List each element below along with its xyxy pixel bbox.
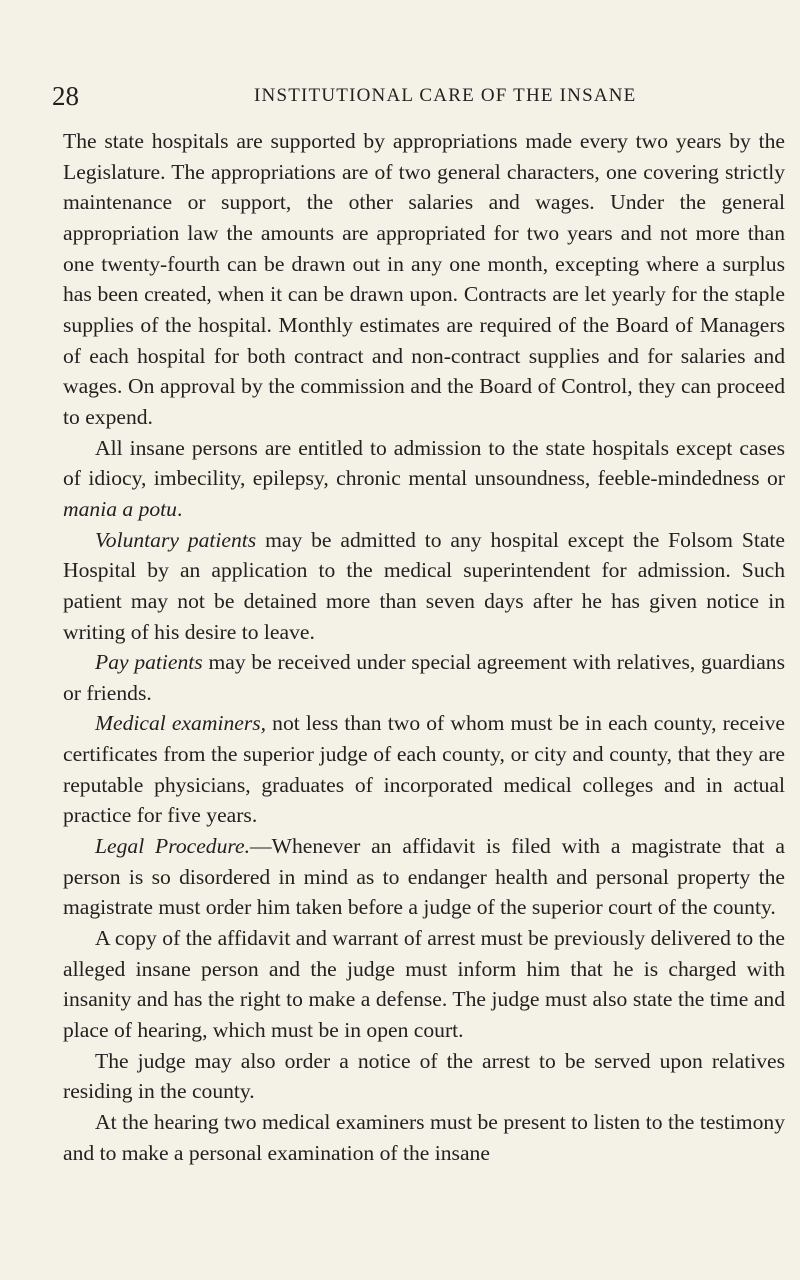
paragraph-legal-procedure	[63, 831, 785, 923]
italic-term: Legal Procedure.	[95, 834, 250, 859]
italic-term: Medical examiners,	[95, 711, 267, 736]
paragraph-text: At the hearing two medical examiners must be present to listen to the testimony and to make a personal examination of the insane	[63, 1110, 785, 1165]
body-text	[63, 126, 785, 1168]
paragraph-text: may be received under special agreement with relatives, guardians or friends.	[63, 650, 785, 705]
italic-term: mania a potu	[63, 496, 177, 521]
paragraph-text: may be admitted to any hospital except the Folsom State Hospital by an application to the medical superintendent for admission. Such patient may not be detained more than seven days after he has given notice in writing of his desire to leave.	[63, 527, 785, 644]
paragraph-notice	[63, 1046, 785, 1107]
paragraph-text: The judge may also order a notice of the arrest to be served upon relatives residing in the county.	[63, 1048, 785, 1104]
running-header	[52, 78, 752, 114]
italic-term: Pay patients	[95, 650, 203, 675]
italic-term: Voluntary patients	[95, 527, 257, 552]
paragraph-lead: All insane persons are entitled to admission to the state hospitals except cases of idiocy, imbecility, epilepsy, chronic mental unsoundness, feeble-mindedness or	[63, 435, 785, 491]
paragraph-affidavit-copy	[63, 923, 785, 1046]
paragraph-text: not less than two of whom must be in each county, receive certificates from the superior judge of each county, or city and county, that they are reputable physicians, graduates of incorporated medical colleges and in actual practice for five years.	[63, 711, 785, 828]
paragraph-text: —Whenever an affidavit is filed with a magistrate that a person is so disordered in mind as to endanger health and personal property the magistrate must order him taken before a judge of the superior court of the county.	[63, 834, 785, 920]
paragraph-medical-examiners	[63, 708, 785, 831]
chapter-title: INSTITUTIONAL CARE OF THE INSANE	[254, 85, 637, 106]
paragraph-text: A copy of the affidavit and warrant of arrest must be previously delivered to the alleged insane person and the judge must inform him that he is charged with insanity and has the right to make a defense. The judge must also state the time and place of hearing, which must be in open court.	[63, 926, 785, 1043]
paragraph-admission	[63, 433, 785, 525]
paragraph-hearing	[63, 1107, 785, 1168]
paragraph-text: The state hospitals are supported by appropriations made every two years by the Legislature. The appropriations are of two general characters, one covering strictly maintenance or support, the other salaries and wages. Under the general appropriation law the amounts are appropriated for two years and not more than one twenty-fourth can be drawn out in any one month, excepting where a surplus has been created, when it can be drawn upon. Contracts are let yearly for the staple supplies of the hospital. Monthly estimates are required of the Board of Managers of each hospital for both contract and non-contract supplies and for salaries and wages. On approval by the commission and the Board of Control, they can proceed to expend.	[63, 129, 785, 429]
page-number: 28	[52, 81, 79, 111]
paragraph-appropriations	[63, 126, 785, 433]
paragraph-voluntary-patients	[63, 525, 785, 648]
paragraph-text: .	[176, 496, 183, 521]
paragraph-pay-patients	[63, 647, 785, 708]
